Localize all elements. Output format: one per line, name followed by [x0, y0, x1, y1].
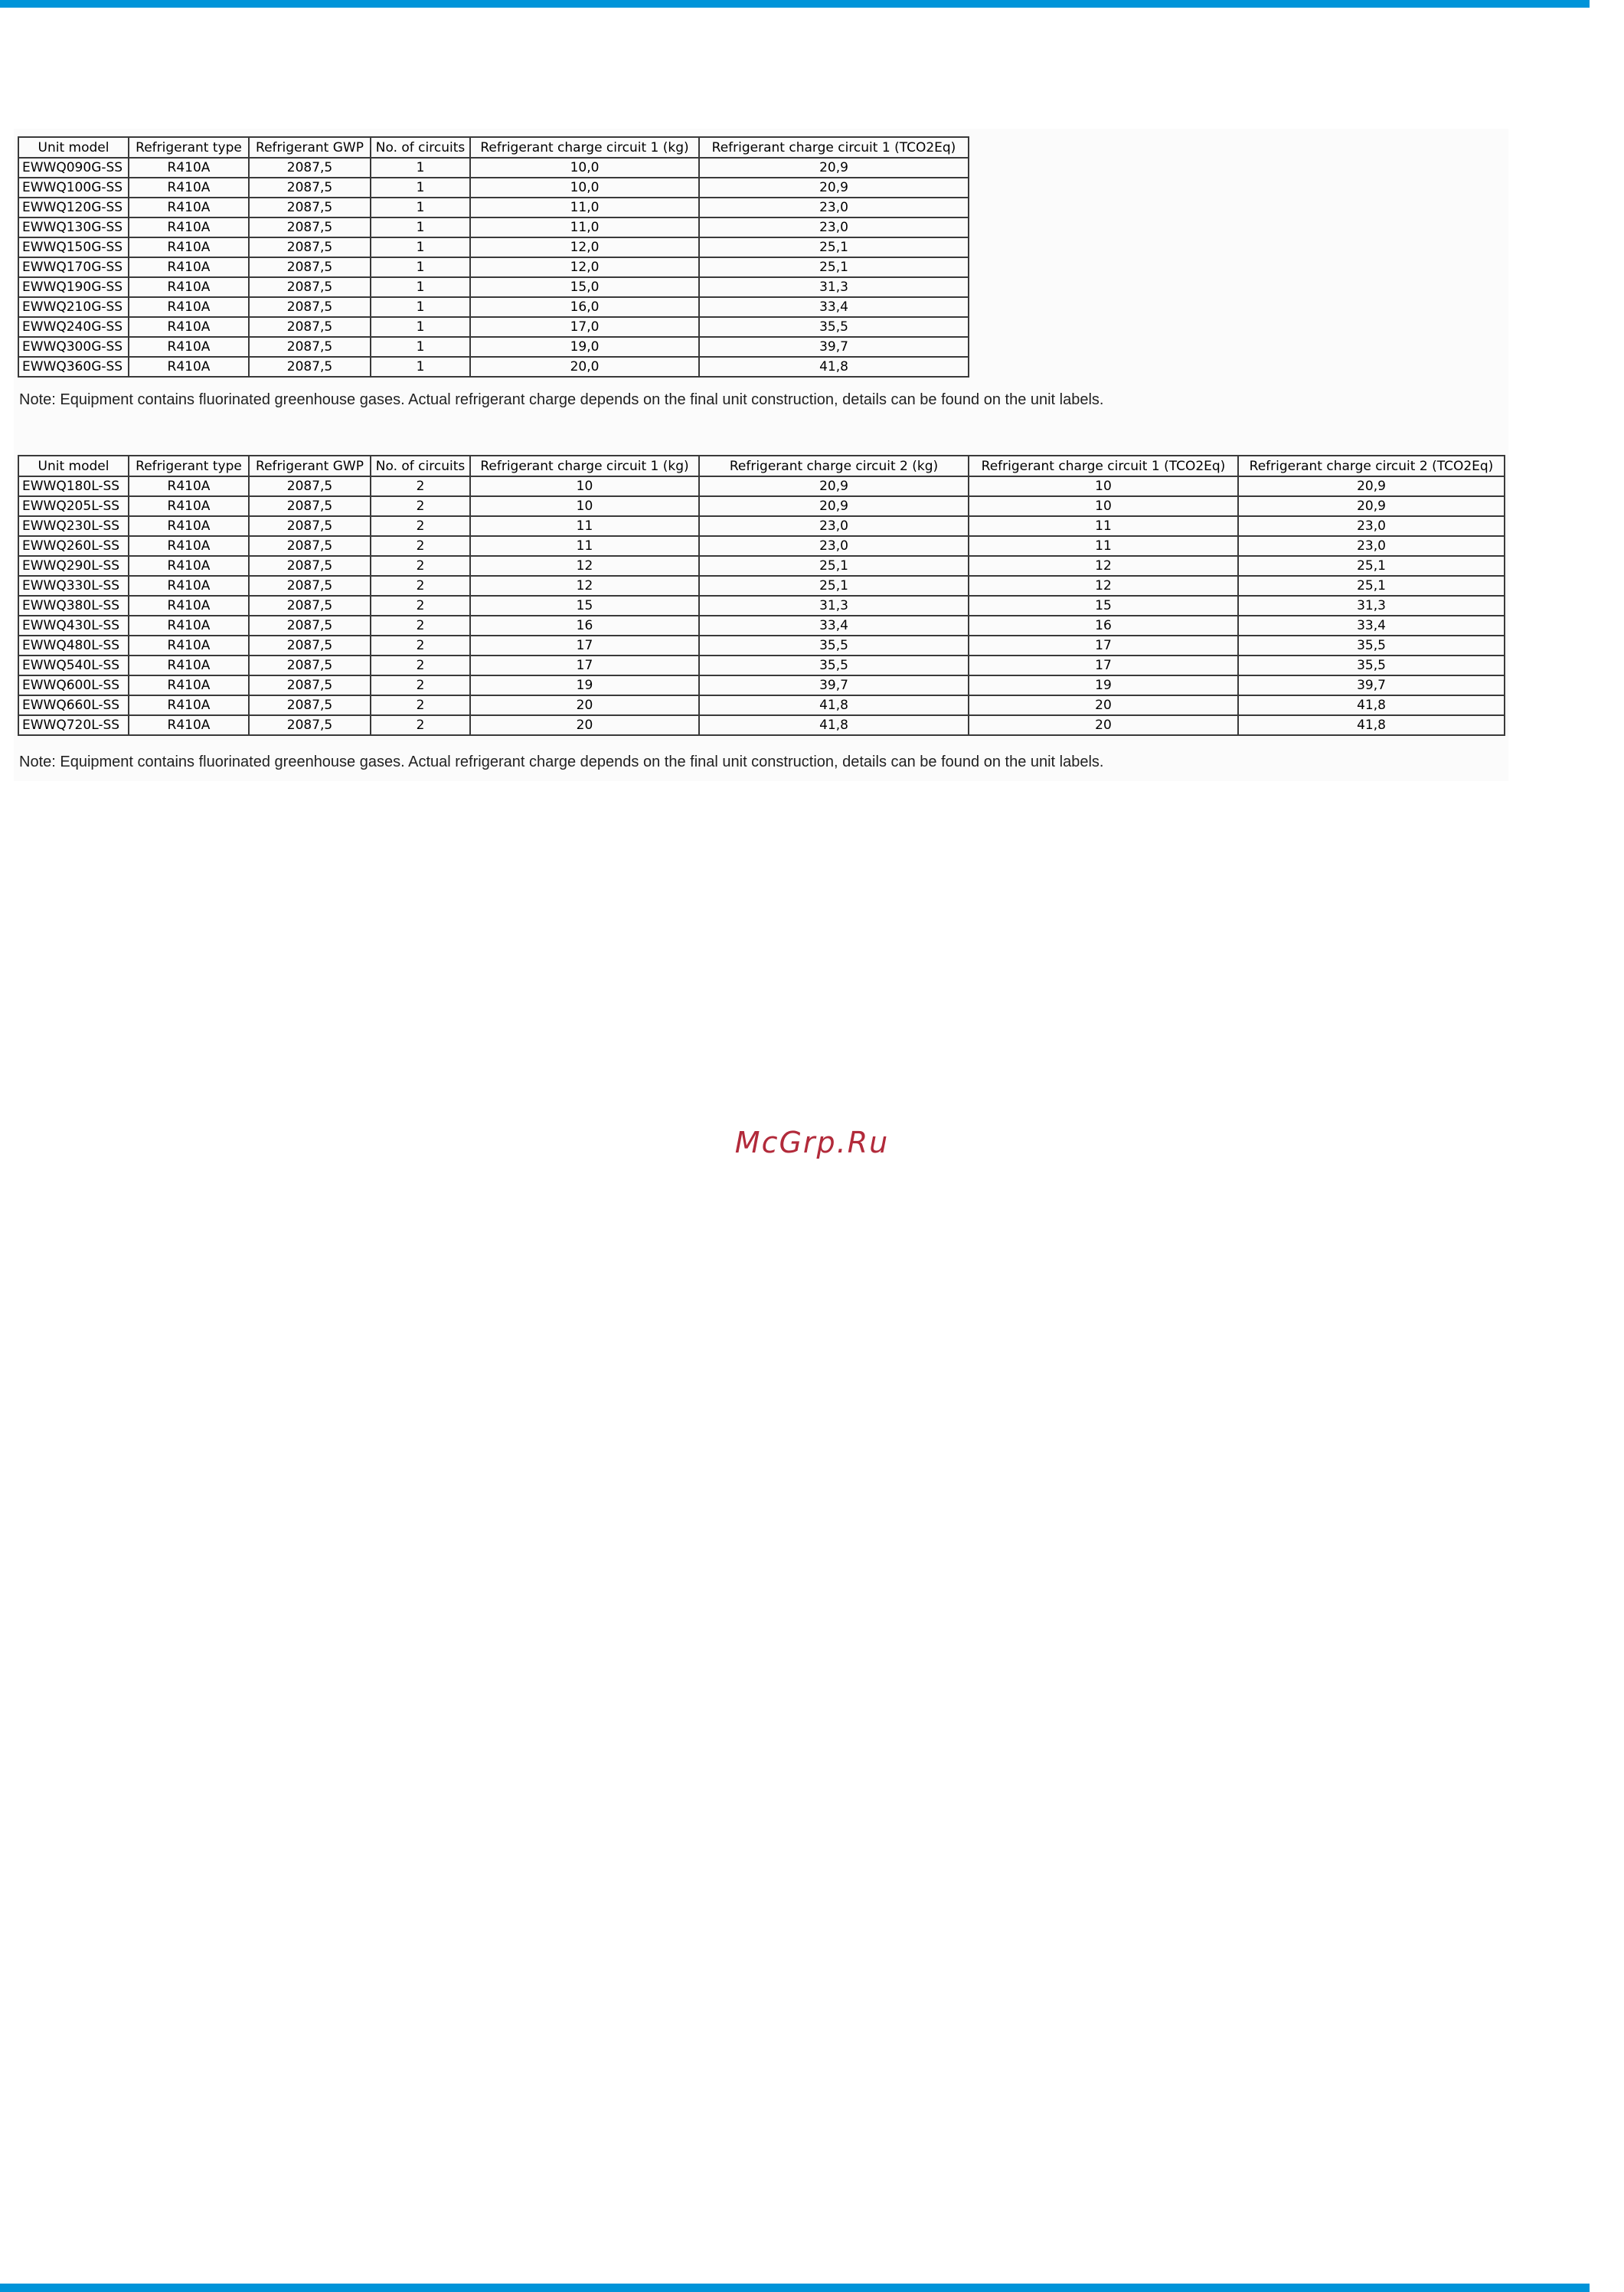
table-cell: 25,1	[699, 237, 969, 257]
table-row	[18, 277, 969, 297]
table-cell: 20	[969, 695, 1238, 715]
table-cell: 1	[371, 198, 470, 217]
table-cell: 25,1	[699, 556, 969, 576]
table-cell: 35,5	[699, 656, 969, 675]
table-cell: 12	[470, 556, 699, 576]
table-row	[18, 516, 1505, 536]
table-cell: 2087,5	[249, 496, 371, 516]
table-row	[18, 536, 1505, 556]
unit-model-cell: EWWQ430L-SS	[18, 616, 129, 636]
table-cell: 2087,5	[249, 237, 371, 257]
column-header: Refrigerant charge circuit 1 (TCO2Eq)	[969, 456, 1238, 476]
table-cell: 11,0	[470, 198, 699, 217]
table-cell: R410A	[129, 715, 249, 735]
table-cell: 16	[470, 616, 699, 636]
table-cell: 20,9	[1238, 476, 1505, 496]
unit-model-cell: EWWQ205L-SS	[18, 496, 129, 516]
table-cell: R410A	[129, 257, 249, 277]
table-cell: 2087,5	[249, 357, 371, 377]
table-cell: 1	[371, 178, 470, 198]
column-header: Refrigerant type	[129, 137, 249, 158]
table-cell: 2087,5	[249, 337, 371, 357]
table-cell: R410A	[129, 217, 249, 237]
table-cell: 41,8	[1238, 715, 1505, 735]
unit-model-cell: EWWQ380L-SS	[18, 596, 129, 616]
unit-model-cell: EWWQ360G-SS	[18, 357, 129, 377]
unit-model-cell: EWWQ180L-SS	[18, 476, 129, 496]
table-cell: 15	[969, 596, 1238, 616]
unit-model-cell: EWWQ300G-SS	[18, 337, 129, 357]
table-cell: 35,5	[699, 636, 969, 656]
table-cell: 41,8	[1238, 695, 1505, 715]
table-cell: 2	[371, 656, 470, 675]
table-cell: 2	[371, 556, 470, 576]
table-single-circuit	[18, 136, 969, 378]
table-cell: 2087,5	[249, 556, 371, 576]
table-cell: R410A	[129, 178, 249, 198]
table-cell: 11	[969, 536, 1238, 556]
table-cell: 12	[470, 576, 699, 596]
table-cell: 1	[371, 337, 470, 357]
unit-model-cell: EWWQ210G-SS	[18, 297, 129, 317]
table-cell: 20,9	[699, 178, 969, 198]
table-cell: 11	[470, 516, 699, 536]
unit-model-cell: EWWQ600L-SS	[18, 675, 129, 695]
table-row	[18, 616, 1505, 636]
table-cell: R410A	[129, 616, 249, 636]
table-cell: 35,5	[1238, 656, 1505, 675]
table-cell: 19,0	[470, 337, 699, 357]
table-cell: 33,4	[1238, 616, 1505, 636]
table-row	[18, 217, 969, 237]
unit-model-cell: EWWQ720L-SS	[18, 715, 129, 735]
table-row	[18, 198, 969, 217]
table-cell: 2087,5	[249, 317, 371, 337]
unit-model-cell: EWWQ190G-SS	[18, 277, 129, 297]
table-cell: 33,4	[699, 616, 969, 636]
table-cell: 25,1	[1238, 556, 1505, 576]
column-header: Unit model	[18, 137, 129, 158]
table-cell: 20	[969, 715, 1238, 735]
table-cell: 1	[371, 297, 470, 317]
table-cell: R410A	[129, 237, 249, 257]
table-cell: 2087,5	[249, 516, 371, 536]
table-cell: 20,9	[699, 476, 969, 496]
unit-model-cell: EWWQ260L-SS	[18, 536, 129, 556]
table-header-row	[18, 137, 969, 158]
table-cell: R410A	[129, 636, 249, 656]
unit-model-cell: EWWQ240G-SS	[18, 317, 129, 337]
table-row	[18, 317, 969, 337]
table-row	[18, 357, 969, 377]
table-cell: 17	[969, 636, 1238, 656]
table-cell: R410A	[129, 656, 249, 675]
table-cell: R410A	[129, 516, 249, 536]
table-row	[18, 178, 969, 198]
table-cell: 11,0	[470, 217, 699, 237]
table-cell: 39,7	[699, 337, 969, 357]
table-cell: 12,0	[470, 237, 699, 257]
table-cell: 10	[969, 496, 1238, 516]
table-cell: 23,0	[699, 536, 969, 556]
table-row	[18, 656, 1505, 675]
table-cell: R410A	[129, 158, 249, 178]
table-cell: 1	[371, 158, 470, 178]
table-cell: 39,7	[699, 675, 969, 695]
table-cell: R410A	[129, 496, 249, 516]
table-cell: 2	[371, 616, 470, 636]
table-cell: 25,1	[699, 257, 969, 277]
table-cell: 2	[371, 496, 470, 516]
column-header: Refrigerant GWP	[249, 137, 371, 158]
column-header: Refrigerant GWP	[249, 456, 371, 476]
table-cell: 10	[470, 476, 699, 496]
table-cell: 23,0	[1238, 536, 1505, 556]
table-cell: 23,0	[699, 217, 969, 237]
table-cell: 10	[470, 496, 699, 516]
table-row	[18, 556, 1505, 576]
table-row	[18, 636, 1505, 656]
table-cell: 41,8	[699, 357, 969, 377]
table-cell: 2087,5	[249, 576, 371, 596]
table-cell: 33,4	[699, 297, 969, 317]
top-accent-bar	[0, 0, 1590, 8]
refrigerant-table-single-circuit	[18, 136, 969, 378]
column-header: Refrigerant charge circuit 1 (kg)	[470, 137, 699, 158]
table-cell: 1	[371, 277, 470, 297]
table-cell: 2087,5	[249, 715, 371, 735]
table-cell: 2087,5	[249, 695, 371, 715]
refrigerant-table-dual-circuit	[18, 455, 1505, 736]
table-cell: 15	[470, 596, 699, 616]
table-cell: 19	[470, 675, 699, 695]
table-dual-circuit	[18, 455, 1505, 736]
table-row	[18, 297, 969, 317]
table-cell: R410A	[129, 596, 249, 616]
watermark-text: McGrp.Ru	[734, 1126, 890, 1159]
table-cell: R410A	[129, 536, 249, 556]
table-cell: 23,0	[699, 198, 969, 217]
table-cell: R410A	[129, 198, 249, 217]
table-cell: 1	[371, 257, 470, 277]
table-cell: 23,0	[699, 516, 969, 536]
table-cell: 2087,5	[249, 178, 371, 198]
table-cell: 2	[371, 636, 470, 656]
table-cell: 20,9	[699, 496, 969, 516]
table-cell: 12,0	[470, 257, 699, 277]
table-cell: 19	[969, 675, 1238, 695]
table-cell: 25,1	[1238, 576, 1505, 596]
column-header: Refrigerant charge circuit 1 (kg)	[470, 456, 699, 476]
table-cell: R410A	[129, 337, 249, 357]
table-cell: 16	[969, 616, 1238, 636]
table-cell: 23,0	[1238, 516, 1505, 536]
unit-model-cell: EWWQ480L-SS	[18, 636, 129, 656]
table-cell: R410A	[129, 357, 249, 377]
table-cell: 2087,5	[249, 297, 371, 317]
table-cell: 2087,5	[249, 257, 371, 277]
table-cell: 16,0	[470, 297, 699, 317]
table-cell: 1	[371, 317, 470, 337]
table-cell: 2087,5	[249, 158, 371, 178]
column-header: Refrigerant charge circuit 2 (TCO2Eq)	[1238, 456, 1505, 476]
table-row	[18, 596, 1505, 616]
table-cell: 41,8	[699, 715, 969, 735]
table-cell: 35,5	[699, 317, 969, 337]
bottom-accent-bar	[0, 2284, 1590, 2292]
table-cell: 11	[470, 536, 699, 556]
table2-note: Note: Equipment contains fluorinated greenhouse gases. Actual refrigerant charge depends on the final unit construction, details can be found on the unit labels.	[19, 754, 1104, 770]
table-cell: 20	[470, 715, 699, 735]
table-cell: R410A	[129, 675, 249, 695]
table-cell: 12	[969, 556, 1238, 576]
unit-model-cell: EWWQ330L-SS	[18, 576, 129, 596]
table-cell: 2	[371, 516, 470, 536]
table-cell: 20	[470, 695, 699, 715]
table-cell: 2087,5	[249, 536, 371, 556]
table-cell: 11	[969, 516, 1238, 536]
column-header: No. of circuits	[371, 137, 470, 158]
table-cell: 31,3	[699, 596, 969, 616]
table-cell: R410A	[129, 576, 249, 596]
table-cell: R410A	[129, 556, 249, 576]
unit-model-cell: EWWQ100G-SS	[18, 178, 129, 198]
column-header: Refrigerant charge circuit 1 (TCO2Eq)	[699, 137, 969, 158]
table-cell: 2087,5	[249, 656, 371, 675]
table-cell: 10,0	[470, 178, 699, 198]
table-cell: 20,9	[1238, 496, 1505, 516]
table-cell: 2087,5	[249, 636, 371, 656]
table-row	[18, 257, 969, 277]
table-cell: 2	[371, 536, 470, 556]
table-cell: 2087,5	[249, 217, 371, 237]
table-header-row	[18, 456, 1505, 476]
table-cell: 20,9	[699, 158, 969, 178]
unit-model-cell: EWWQ540L-SS	[18, 656, 129, 675]
column-header: No. of circuits	[371, 456, 470, 476]
table-cell: 2087,5	[249, 675, 371, 695]
unit-model-cell: EWWQ120G-SS	[18, 198, 129, 217]
table-cell: 17,0	[470, 317, 699, 337]
unit-model-cell: EWWQ290L-SS	[18, 556, 129, 576]
table-cell: 20,0	[470, 357, 699, 377]
table-row	[18, 576, 1505, 596]
table-cell: 2	[371, 715, 470, 735]
unit-model-cell: EWWQ230L-SS	[18, 516, 129, 536]
table-cell: R410A	[129, 277, 249, 297]
table1-note: Note: Equipment contains fluorinated greenhouse gases. Actual refrigerant charge depends on the final unit construction, details can be found on the unit labels.	[19, 391, 1104, 408]
column-header: Unit model	[18, 456, 129, 476]
table-cell: 1	[371, 237, 470, 257]
table-row	[18, 715, 1505, 735]
table-cell: 2087,5	[249, 277, 371, 297]
table-row	[18, 337, 969, 357]
table-cell: 31,3	[1238, 596, 1505, 616]
table-cell: 2087,5	[249, 616, 371, 636]
table-cell: 2087,5	[249, 476, 371, 496]
unit-model-cell: EWWQ660L-SS	[18, 695, 129, 715]
table-cell: 2	[371, 675, 470, 695]
unit-model-cell: EWWQ130G-SS	[18, 217, 129, 237]
table-cell: 2	[371, 695, 470, 715]
unit-model-cell: EWWQ090G-SS	[18, 158, 129, 178]
table-cell: R410A	[129, 317, 249, 337]
table-row	[18, 476, 1505, 496]
table-row	[18, 496, 1505, 516]
table-cell: 1	[371, 217, 470, 237]
table-cell: 17	[470, 636, 699, 656]
table-cell: 10	[969, 476, 1238, 496]
unit-model-cell: EWWQ150G-SS	[18, 237, 129, 257]
unit-model-cell: EWWQ170G-SS	[18, 257, 129, 277]
table-cell: 12	[969, 576, 1238, 596]
table-cell: 17	[969, 656, 1238, 675]
table-cell: 15,0	[470, 277, 699, 297]
table-cell: 25,1	[699, 576, 969, 596]
table-cell: 1	[371, 357, 470, 377]
column-header: Refrigerant type	[129, 456, 249, 476]
table-row	[18, 695, 1505, 715]
table-row	[18, 158, 969, 178]
table-row	[18, 675, 1505, 695]
table-cell: 10,0	[470, 158, 699, 178]
table-cell: 41,8	[699, 695, 969, 715]
table-cell: 2	[371, 596, 470, 616]
table-cell: 2	[371, 476, 470, 496]
table-row	[18, 237, 969, 257]
table-cell: 2087,5	[249, 596, 371, 616]
table-cell: R410A	[129, 695, 249, 715]
column-header: Refrigerant charge circuit 2 (kg)	[699, 456, 969, 476]
table-cell: 39,7	[1238, 675, 1505, 695]
table-cell: 2087,5	[249, 198, 371, 217]
table-cell: 2	[371, 576, 470, 596]
table-cell: R410A	[129, 476, 249, 496]
table-cell: 31,3	[699, 277, 969, 297]
table-cell: 35,5	[1238, 636, 1505, 656]
table-cell: 17	[470, 656, 699, 675]
table-cell: R410A	[129, 297, 249, 317]
